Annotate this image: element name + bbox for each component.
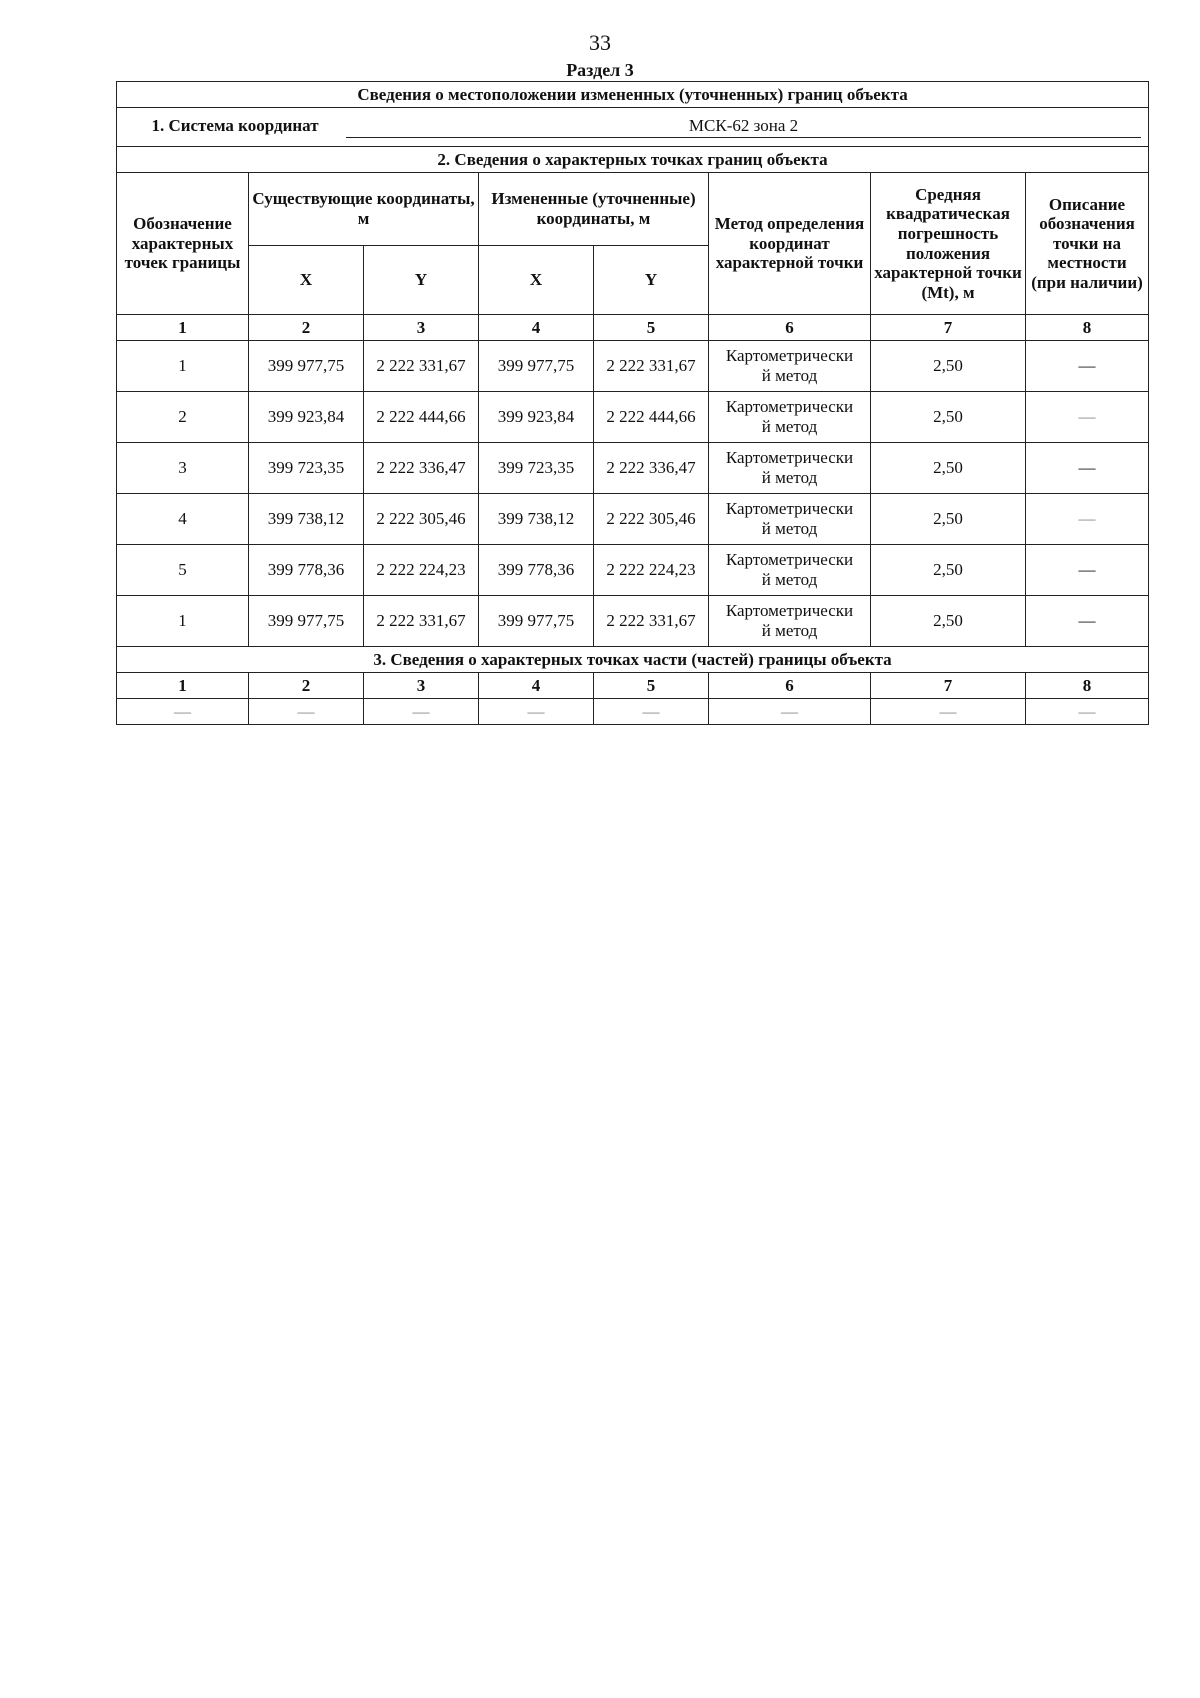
- point-cell: 3: [117, 443, 249, 494]
- y-existing-cell: 2 222 444,66: [364, 392, 479, 443]
- empty-cell: —: [364, 699, 479, 725]
- method-line: й метод: [761, 570, 818, 589]
- description-cell: —: [1026, 341, 1149, 392]
- column-number: 8: [1026, 673, 1149, 699]
- y-changed-cell: 2 222 224,23: [594, 545, 709, 596]
- method-line: й метод: [761, 519, 818, 538]
- method-cell: [709, 494, 871, 545]
- point-cell: 2: [117, 392, 249, 443]
- point-cell: 1: [117, 341, 249, 392]
- column-number: 4: [479, 315, 594, 341]
- header-y-changed: Y: [594, 246, 709, 315]
- y-changed-cell: 2 222 444,66: [594, 392, 709, 443]
- method-line: Картометрически: [725, 397, 854, 417]
- method-line: Картометрически: [725, 448, 854, 468]
- page-number: 33: [589, 30, 611, 55]
- x-existing-cell: 399 778,36: [249, 545, 364, 596]
- x-existing-cell: 399 977,75: [249, 341, 364, 392]
- column-numbers-row: [117, 315, 1149, 341]
- method-line: Картометрически: [725, 550, 854, 570]
- x-changed-cell: 399 723,35: [479, 443, 594, 494]
- y-existing-cell: 2 222 224,23: [364, 545, 479, 596]
- header-changed-coordinates: Измененные (уточненные) координаты, м: [479, 173, 709, 246]
- header-y-existing: Y: [364, 246, 479, 315]
- header-description: Описание обозначения точки на местности (при наличии): [1026, 173, 1149, 315]
- x-changed-cell: 399 738,12: [479, 494, 594, 545]
- coordinate-system-label: 1. Система координат: [151, 115, 319, 135]
- method-line: Картометрически: [725, 601, 854, 621]
- method-line: й метод: [761, 468, 818, 487]
- empty-cell: —: [1026, 699, 1149, 725]
- header-error: Средняя квадратическая погрешность положения характерной точки (Mt), м: [871, 173, 1026, 315]
- column-number: 5: [594, 673, 709, 699]
- method-line: й метод: [761, 621, 818, 640]
- method-cell: [709, 341, 871, 392]
- section3-empty-row: [117, 699, 1149, 725]
- mt-cell: 2,50: [871, 545, 1026, 596]
- point-cell: 4: [117, 494, 249, 545]
- empty-cell: —: [709, 699, 871, 725]
- x-changed-cell: 399 977,75: [479, 341, 594, 392]
- method-cell: [709, 545, 871, 596]
- column-number: 8: [1026, 315, 1149, 341]
- coordinate-system-row: [117, 108, 1149, 147]
- point-cell: 5: [117, 545, 249, 596]
- coordinate-system-value: МСК-62 зона 2: [346, 116, 1141, 139]
- x-changed-cell: 399 977,75: [479, 596, 594, 647]
- column-number: 6: [709, 673, 871, 699]
- section2-title: 2. Сведения о характерных точках границ объекта: [117, 147, 1149, 173]
- column-number: 7: [871, 673, 1026, 699]
- column-number: 5: [594, 315, 709, 341]
- y-changed-cell: 2 222 305,46: [594, 494, 709, 545]
- y-existing-cell: 2 222 305,46: [364, 494, 479, 545]
- column-number: 6: [709, 315, 871, 341]
- empty-cell: —: [871, 699, 1026, 725]
- y-changed-cell: 2 222 331,67: [594, 341, 709, 392]
- section-title: Раздел 3: [566, 60, 634, 80]
- table-row: [117, 545, 1149, 596]
- description-cell: —: [1026, 392, 1149, 443]
- table-row: [117, 341, 1149, 392]
- column-number: 1: [117, 315, 249, 341]
- empty-cell: —: [249, 699, 364, 725]
- point-cell: 1: [117, 596, 249, 647]
- method-line: й метод: [761, 417, 818, 436]
- column-number: 4: [479, 673, 594, 699]
- column-number: 2: [249, 315, 364, 341]
- table-row: [117, 596, 1149, 647]
- column-number: 7: [871, 315, 1026, 341]
- table-row: [117, 443, 1149, 494]
- column-number: 2: [249, 673, 364, 699]
- x-changed-cell: 399 923,84: [479, 392, 594, 443]
- header-method: Метод определения координат характерной точки: [709, 173, 871, 315]
- mt-cell: 2,50: [871, 392, 1026, 443]
- x-existing-cell: 399 923,84: [249, 392, 364, 443]
- header-existing-coordinates: Существующие координаты, м: [249, 173, 479, 246]
- header-x-existing: X: [249, 246, 364, 315]
- x-changed-cell: 399 778,36: [479, 545, 594, 596]
- section3-column-numbers-row: [117, 673, 1149, 699]
- method-line: Картометрически: [725, 346, 854, 366]
- y-existing-cell: 2 222 336,47: [364, 443, 479, 494]
- description-cell: —: [1026, 596, 1149, 647]
- mt-cell: 2,50: [871, 596, 1026, 647]
- method-cell: [709, 443, 871, 494]
- y-existing-cell: 2 222 331,67: [364, 596, 479, 647]
- description-cell: —: [1026, 545, 1149, 596]
- method-cell: [709, 596, 871, 647]
- header-x-changed: X: [479, 246, 594, 315]
- mt-cell: 2,50: [871, 341, 1026, 392]
- table-row: [117, 392, 1149, 443]
- y-changed-cell: 2 222 331,67: [594, 596, 709, 647]
- y-changed-cell: 2 222 336,47: [594, 443, 709, 494]
- description-cell: —: [1026, 494, 1149, 545]
- x-existing-cell: 399 738,12: [249, 494, 364, 545]
- description-cell: —: [1026, 443, 1149, 494]
- section3-title: 3. Сведения о характерных точках части (частей) границы объекта: [117, 647, 1149, 673]
- y-existing-cell: 2 222 331,67: [364, 341, 479, 392]
- x-existing-cell: 399 723,35: [249, 443, 364, 494]
- table-title: Сведения о местоположении измененных (уточненных) границ объекта: [117, 82, 1149, 108]
- mt-cell: 2,50: [871, 494, 1026, 545]
- column-number: 1: [117, 673, 249, 699]
- x-existing-cell: 399 977,75: [249, 596, 364, 647]
- mt-cell: 2,50: [871, 443, 1026, 494]
- empty-cell: —: [594, 699, 709, 725]
- method-cell: [709, 392, 871, 443]
- column-number: 3: [364, 673, 479, 699]
- empty-cell: —: [479, 699, 594, 725]
- column-number: 3: [364, 315, 479, 341]
- method-line: й метод: [761, 366, 818, 385]
- boundary-table: [116, 81, 1149, 725]
- table-row: [117, 494, 1149, 545]
- header-point-designation: Обозначение характерных точек границы: [117, 173, 249, 315]
- method-line: Картометрически: [725, 499, 854, 519]
- empty-cell: —: [117, 699, 249, 725]
